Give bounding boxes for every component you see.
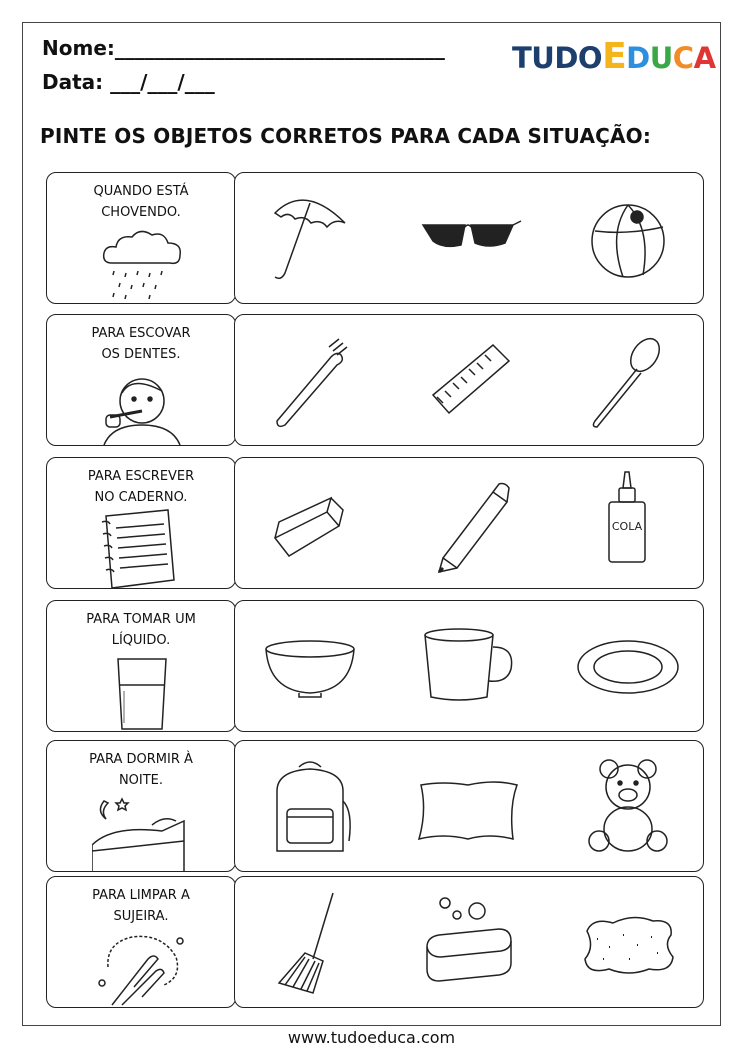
- washing-hands-icon: [92, 927, 192, 1007]
- bed-at-night-icon: [92, 791, 192, 871]
- plate-icon[interactable]: [573, 611, 683, 721]
- situation-card: [46, 457, 236, 589]
- options-card: [234, 600, 704, 732]
- beach-ball-icon[interactable]: [573, 183, 683, 293]
- situation-label: PARA TOMAR UM LÍQUIDO.: [86, 612, 196, 648]
- spoon-icon[interactable]: [573, 325, 683, 435]
- glass-of-water-icon: [92, 651, 192, 731]
- broom-icon[interactable]: [255, 887, 365, 997]
- sponge-icon[interactable]: [573, 887, 683, 997]
- rain-cloud-icon: [92, 223, 192, 303]
- pillow-icon[interactable]: [413, 751, 523, 861]
- date-field[interactable]: Data: ___/___/___: [42, 70, 215, 94]
- worksheet-title: PINTE OS OBJETOS CORRETOS PARA CADA SITUAÇÃO:: [40, 124, 652, 148]
- situation-card: [46, 740, 236, 872]
- situation-card: [46, 600, 236, 732]
- comb-icon[interactable]: [413, 325, 523, 435]
- backpack-icon[interactable]: [255, 751, 365, 861]
- situation-card: [46, 172, 236, 304]
- options-card: [234, 314, 704, 446]
- eraser-icon[interactable]: [255, 468, 365, 578]
- situation-label: QUANDO ESTÁ CHOVENDO.: [93, 184, 189, 220]
- options-card: [234, 172, 704, 304]
- notebook-icon: [92, 508, 192, 588]
- situation-label: PARA LIMPAR A SUJEIRA.: [92, 888, 190, 924]
- situation-label: PARA ESCREVER NO CADERNO.: [87, 469, 195, 505]
- teddy-bear-icon[interactable]: [573, 751, 683, 861]
- pencil-icon[interactable]: [413, 468, 523, 578]
- situation-card: [46, 314, 236, 446]
- situation-label: PARA DORMIR À NOITE.: [89, 752, 193, 788]
- tudoeduca-logo: TUDOEDUCA: [512, 36, 716, 77]
- mug-icon[interactable]: [413, 611, 523, 721]
- options-card: [234, 740, 704, 872]
- toothbrush-icon[interactable]: [255, 325, 365, 435]
- umbrella-icon[interactable]: [255, 183, 365, 293]
- soap-icon[interactable]: [413, 887, 523, 997]
- glue-bottle-icon[interactable]: [573, 468, 683, 578]
- situation-label: PARA ESCOVAR OS DENTES.: [91, 326, 191, 362]
- name-field[interactable]: Nome:_________________________________: [42, 36, 445, 60]
- footer-url[interactable]: www.tudoeduca.com: [287, 1028, 456, 1047]
- glue-label: COLA: [611, 520, 643, 533]
- sunglasses-icon[interactable]: [413, 183, 523, 293]
- bowl-icon[interactable]: [255, 611, 365, 721]
- boy-brushing-teeth-icon: [92, 365, 192, 445]
- options-card: [234, 457, 704, 589]
- situation-card: [46, 876, 236, 1008]
- options-card: [234, 876, 704, 1008]
